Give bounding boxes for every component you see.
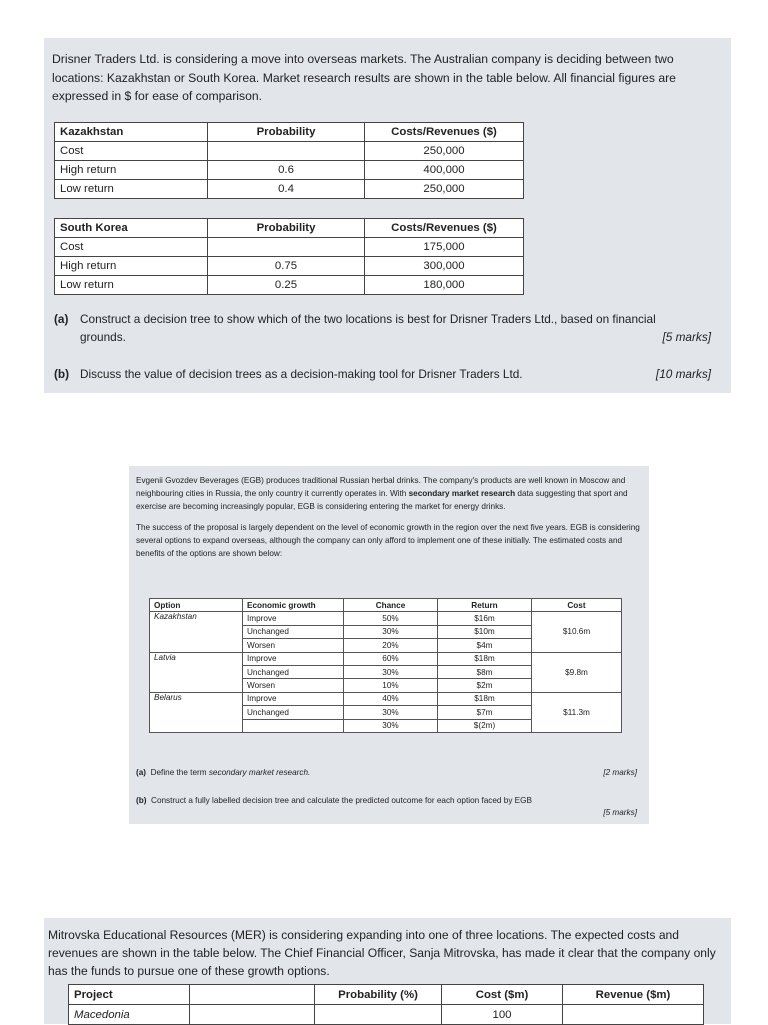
- south-korea-table: [54, 218, 524, 295]
- table-row: [55, 180, 524, 199]
- table-cell: [243, 719, 344, 732]
- table-cell: 40%: [344, 692, 438, 705]
- header-cell: Costs/Revenues ($): [365, 123, 524, 142]
- table-row: [55, 142, 524, 161]
- mer-table: [68, 984, 704, 1025]
- question-label: (a): [136, 768, 147, 777]
- table-cell: $4m: [438, 639, 532, 652]
- table-cell: 0.25: [208, 276, 365, 295]
- table-header-row: [55, 219, 524, 238]
- question-panel-mer: [44, 918, 731, 1024]
- table-cell: 60%: [344, 652, 438, 665]
- option-cell: Kazakhstan: [150, 612, 243, 652]
- option-cell: Latvia: [150, 652, 243, 692]
- drisner-intro: Drisner Traders Ltd. is considering a move into overseas markets. The Australian company is deciding between two locations: Kazakhstan or South Korea. Market research results are shown in the table below. All financial figures are expressed in $ for ease of comparison.: [52, 52, 676, 103]
- table-cell: 0.4: [208, 180, 365, 199]
- table-cell: $18m: [438, 652, 532, 665]
- table-row: [150, 652, 622, 665]
- option-cell: Belarus: [150, 692, 243, 732]
- table-row: [69, 1005, 704, 1025]
- table-row: [150, 612, 622, 625]
- cost-cell: $9.8m: [532, 652, 622, 692]
- question-b-marks: [5 marks]: [603, 808, 637, 817]
- table-cell: $(2m): [438, 719, 532, 732]
- table-row: [55, 276, 524, 295]
- table-cell: $8m: [438, 665, 532, 678]
- table-cell: 30%: [344, 719, 438, 732]
- question-b: [136, 794, 532, 807]
- question-label: (b): [136, 796, 147, 805]
- header-cell: Chance: [344, 599, 438, 612]
- table-cell: 20%: [344, 639, 438, 652]
- question-text: Construct a fully labelled decision tree and calculate the predicted outcome for each option faced by EGB: [151, 796, 532, 805]
- header-cell: Economic growth: [243, 599, 344, 612]
- table-cell: 300,000: [365, 257, 524, 276]
- cost-cell: $10.6m: [532, 612, 622, 652]
- table-cell: Low return: [55, 276, 208, 295]
- header-cell: Costs/Revenues ($): [365, 219, 524, 238]
- table-cell: 400,000: [365, 161, 524, 180]
- table-cell: High return: [55, 161, 208, 180]
- egb-intro-2: The success of the proposal is largely dependent on the level of economic growth in the region over the next five years. EGB is considering several options to expand overseas, although the company can only afford to implement one of these initially. The estimated costs and benefits of the options are shown below:: [136, 523, 640, 558]
- table-cell: 250,000: [365, 180, 524, 199]
- table-cell: Unchanged: [243, 625, 344, 638]
- header-cell: Cost ($m): [442, 985, 563, 1005]
- table-cell: Cost: [55, 142, 208, 161]
- egb-intro: [136, 474, 640, 513]
- intro-bold: secondary market research: [408, 489, 516, 498]
- table-cell: Worsen: [243, 679, 344, 692]
- table-cell: 180,000: [365, 276, 524, 295]
- table-cell: 10%: [344, 679, 438, 692]
- intro-text: Evgenii Gvozdev Beverages (EGB) produces traditional Russian herbal drinks. The company's products are well known in Moscow and neighbouring cities in Russia, the only country it currently operates in. With: [136, 476, 626, 498]
- egb-options-table: [149, 598, 622, 733]
- table-cell: $18m: [438, 692, 532, 705]
- table-header-row: [55, 123, 524, 142]
- header-cell: Project: [69, 985, 190, 1005]
- question-a-text: [80, 310, 720, 328]
- table-cell: 0.75: [208, 257, 365, 276]
- question-panel-egb: [129, 466, 649, 824]
- table-row: [55, 238, 524, 257]
- table-row: [55, 257, 524, 276]
- mer-intro: Mitrovska Educational Resources (MER) is considering expanding into one of three locations. The expected costs and revenues are shown in the table below. The Chief Financial Officer, Sanja Mitrovska, has made it clear that the company only has the funds to pursue one of these growth options.: [48, 928, 716, 978]
- question-term: secondary market research.: [208, 768, 311, 777]
- table-row: [55, 161, 524, 180]
- header-cell: Probability (%): [315, 985, 442, 1005]
- table-cell: [190, 1005, 315, 1025]
- table-cell: 100: [442, 1005, 563, 1025]
- table-cell: Improve: [243, 692, 344, 705]
- header-cell: Probability: [208, 219, 365, 238]
- question-b-marks: [10 marks]: [655, 367, 711, 381]
- table-cell: Worsen: [243, 639, 344, 652]
- question-text: Construct a decision tree to show which of the two locations is best for Drisner Traders Ltd., based on financial: [80, 312, 656, 326]
- table-cell: 30%: [344, 706, 438, 719]
- table-cell: Improve: [243, 612, 344, 625]
- table-cell: [208, 238, 365, 257]
- table-cell: $10m: [438, 625, 532, 638]
- header-cell: South Korea: [55, 219, 208, 238]
- question-label: (b): [54, 367, 70, 381]
- question-panel-drisner: [44, 38, 731, 393]
- question-b-text: Discuss the value of decision trees as a decision-making tool for Drisner Traders Ltd.: [80, 367, 523, 381]
- header-cell: Cost: [532, 599, 622, 612]
- cost-cell: $11.3m: [532, 692, 622, 732]
- question-a-marks: [2 marks]: [603, 768, 637, 777]
- header-cell: [190, 985, 315, 1005]
- header-cell: Probability: [208, 123, 365, 142]
- table-cell: 250,000: [365, 142, 524, 161]
- header-cell: Kazakhstan: [55, 123, 208, 142]
- question-a: [54, 310, 68, 328]
- table-row: [150, 692, 622, 705]
- table-cell: $16m: [438, 612, 532, 625]
- question-label: (a): [54, 312, 69, 326]
- table-cell: Cost: [55, 238, 208, 257]
- header-cell: Option: [150, 599, 243, 612]
- table-cell: [315, 1005, 442, 1025]
- kazakhstan-table: [54, 122, 524, 199]
- table-cell: 175,000: [365, 238, 524, 257]
- table-cell: [563, 1005, 704, 1025]
- table-cell: High return: [55, 257, 208, 276]
- table-cell: $7m: [438, 706, 532, 719]
- table-cell: 50%: [344, 612, 438, 625]
- question-text: Define the term: [150, 768, 209, 777]
- table-cell: Macedonia: [69, 1005, 190, 1025]
- table-cell: Unchanged: [243, 706, 344, 719]
- table-cell: Low return: [55, 180, 208, 199]
- table-cell: $2m: [438, 679, 532, 692]
- table-cell: Improve: [243, 652, 344, 665]
- question-a-text-cont: grounds.: [80, 330, 126, 344]
- table-cell: 0.6: [208, 161, 365, 180]
- table-cell: [208, 142, 365, 161]
- question-b: [54, 365, 69, 383]
- table-cell: 30%: [344, 665, 438, 678]
- question-a-marks: [5 marks]: [662, 330, 711, 344]
- intro-text: data suggesting that sport and exercise are becoming increasingly popular, EGB is considering entering the market for energy drinks.: [136, 489, 628, 511]
- table-cell: Unchanged: [243, 665, 344, 678]
- table-header-row: [69, 985, 704, 1005]
- table-header-row: [150, 599, 622, 612]
- header-cell: Return: [438, 599, 532, 612]
- header-cell: Revenue ($m): [563, 985, 704, 1005]
- table-cell: 30%: [344, 625, 438, 638]
- question-a: [136, 766, 310, 779]
